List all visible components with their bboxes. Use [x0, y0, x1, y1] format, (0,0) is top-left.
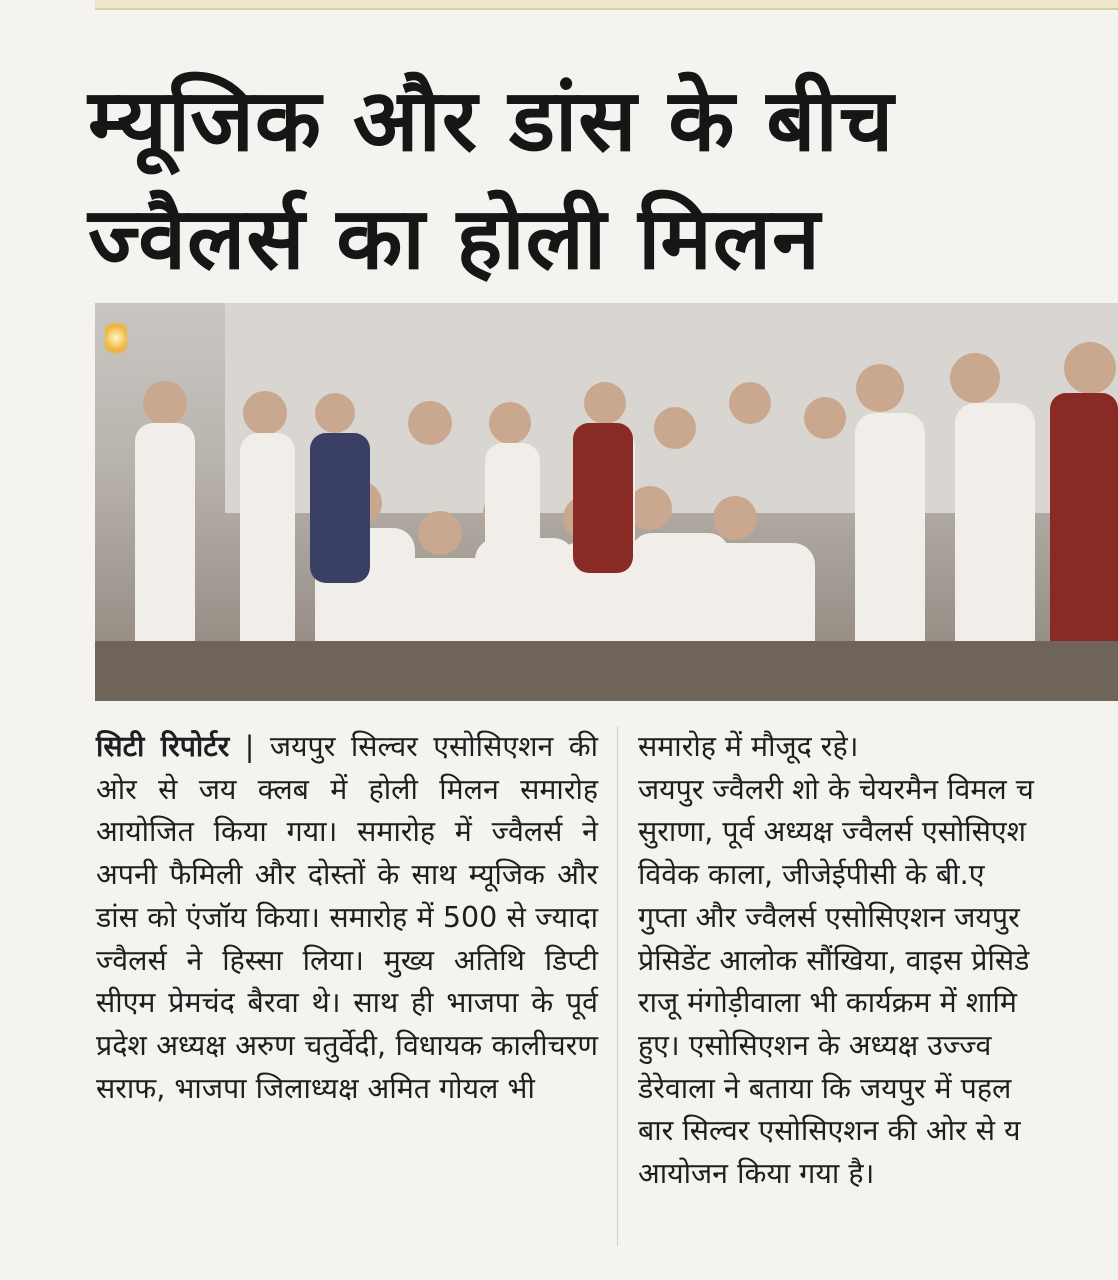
article-left-column [96, 726, 598, 1110]
article-line: गुप्ता और ज्वैलर्स एसोसिएशन जयपुर [638, 900, 1020, 934]
page-top-band [95, 0, 1118, 10]
headline-line-2: ज्वैलर्स का होली मिलन [88, 189, 821, 289]
article-right-column [638, 726, 1118, 1196]
article-line: विवेक काला, जीजेईपीसी के बी.ए [638, 858, 985, 892]
article-line: हुए। एसोसिएशन के अध्यक्ष उज्ज्व [638, 1028, 992, 1062]
article-line: आयोजन किया गया है। [638, 1157, 875, 1191]
dateline: सिटी रिपोर्टर [96, 730, 230, 763]
group-photo [95, 303, 1118, 701]
article-line: बार सिल्वर एसोसिएशन की ओर से य [638, 1114, 1021, 1148]
article-line: प्रेसिडेंट आलोक सौंखिया, वाइस प्रेसिडे [638, 943, 1030, 977]
stage-floor [95, 641, 1118, 701]
article-line: राजू मंगोड़ीवाला भी कार्यक्रम में शामि [638, 986, 1017, 1020]
article-line: डेरेवाला ने बताया कि जयपुर में पहल [638, 1071, 1012, 1105]
article-line: समारोह में मौजूद रहे। [638, 730, 859, 763]
headline-line-1: म्यूजिक और डांस के बीच [88, 71, 895, 171]
article-line: जयपुर ज्वैलरी शो के चेयरमैन विमल च [638, 772, 1034, 806]
column-divider [617, 726, 618, 1246]
article-line: सुराणा, पूर्व अध्यक्ष ज्वैलर्स एसोसिएश [638, 815, 1027, 849]
headline [88, 62, 1088, 298]
article-body-left: जयपुर सिल्वर एसोसिएशन की ओर से जय क्लब में होली मिलन समारोह आयोजित किया गया। समारोह में ज्वैलर्स ने अपनी फैमिली और दोस्तों के साथ म्यूजिक और डांस को एंजॉय किया। समारोह में 500 से ज्यादा ज्वैलर्स ने हिस्सा लिया। मुख्य अतिथि डिप्टी सीएम प्रेमचंद बैरवा थे। साथ ही भाजपा के पूर्व प्रदेश अध्यक्ष अरुण चतुर्वेदी, विधायक कालीचरण सराफ, भाजपा जिलाध्यक्ष अमित गोयल भी [96, 730, 599, 1105]
dateline-separator: | [244, 730, 255, 763]
